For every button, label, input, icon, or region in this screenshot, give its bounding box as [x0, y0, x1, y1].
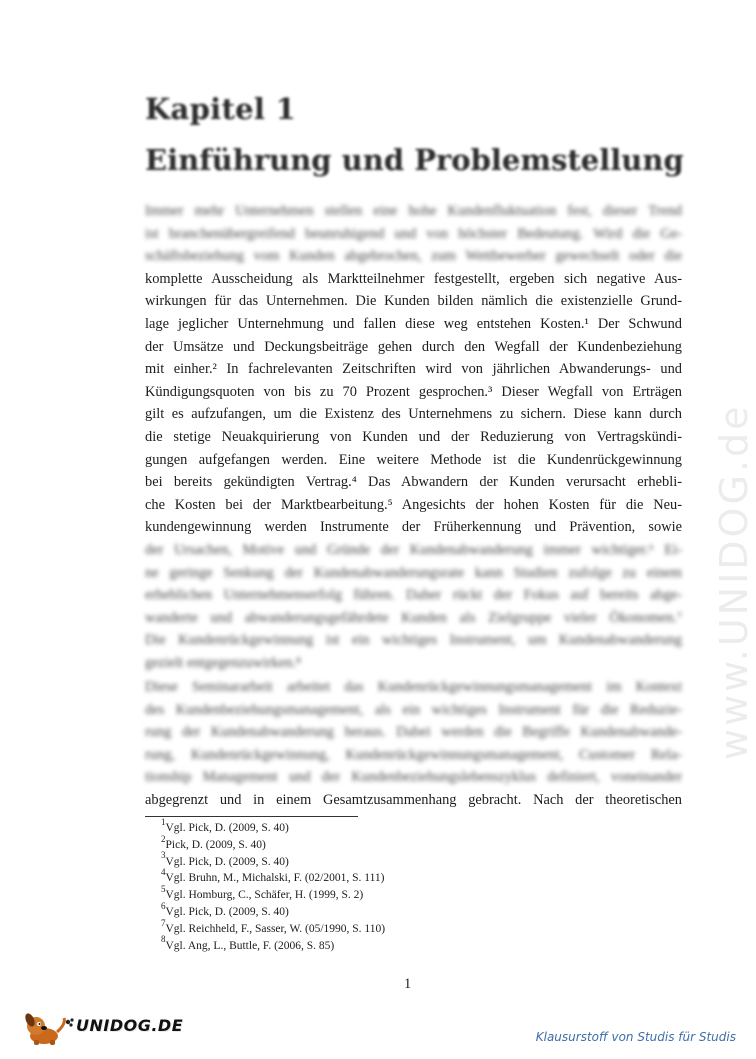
footnote-number: 3: [161, 850, 166, 861]
unidog-logo[interactable]: [24, 1012, 184, 1046]
text-line: tionship Management und der Kundenbeziehungslebenszyklus definiert, voneinander: [145, 769, 682, 786]
paragraph-intro: [145, 200, 682, 674]
footnote: [161, 934, 385, 955]
text-line: schäftsbeziehung vom Kunden abgebrochen, zum Wettbewerber gewechselt oder die: [145, 248, 682, 265]
footnote: [161, 850, 385, 871]
footnote-number: 5: [161, 884, 166, 895]
chapter-label: Kapitel 1: [145, 92, 297, 126]
footnote-text: Pick, D. (2009, S. 40): [165, 838, 266, 851]
footnote-list: [161, 816, 386, 954]
text-line: gungen aufgefangen werden. Eine weitere Methode ist die Kundenrückgewinnung: [145, 451, 682, 468]
text-line: ist branchenübergreifend beunruhigend und von höchster Bedeutung. Wird die Ge-: [145, 225, 682, 242]
footnote-number: 8: [161, 934, 166, 945]
watermark-text: www.UNIDOG.de: [712, 403, 756, 760]
text-line: che Kosten bei der Marktbearbeitung.⁵ Angesichts der hohen Kosten für die Neu-: [145, 496, 682, 513]
page-number: 1: [404, 976, 412, 992]
text-line: komplette Ausscheidung als Marktteilnehmer festgestellt, ergeben sich negative Aus-: [145, 270, 682, 287]
logo-text: UNIDOG.DE: [76, 1016, 184, 1035]
footnote-text: Vgl. Bruhn, M., Michalski, F. (02/2001, S. 111): [165, 872, 385, 885]
footnote: [161, 900, 385, 921]
chapter-title: Einführung und Problemstellung: [145, 143, 684, 177]
text-line: wanderte und abwanderungsgefährdete Kunden als Zielgruppe vieler Ökonomen.⁷: [145, 609, 682, 626]
text-line: des Kundenbeziehungsmanagement, als ein wichtiges Instrument für die Reduzie-: [145, 701, 682, 718]
footnote: [161, 816, 385, 837]
text-line: die stetige Neuakquirierung von Kunden und der Reduzierung von Vertragskündi-: [145, 428, 682, 445]
text-line: kundengewinnung werden Instrumente der Früherkennung und Prävention, sowie: [145, 519, 682, 536]
text-line: mit einher.² In fachrelevanten Zeitschriften wird von jährlichen Abwanderungs- und: [145, 361, 682, 378]
paragraph-scope: [145, 676, 682, 812]
footnote-number: 2: [161, 833, 166, 844]
footnote-text: Vgl. Pick, D. (2009, S. 40): [165, 822, 289, 834]
text-line: rung, Kundenrückgewinnung, Kundenrückgewinnungsmanagement, Customer Rela-: [145, 746, 682, 763]
footnote-text: Vgl. Pick, D. (2009, S. 40): [165, 855, 289, 868]
dog-icon: [24, 1012, 76, 1046]
text-line: lage jeglicher Unternehmung und fallen diese weg entstehen Kosten.¹ Der Schwund: [145, 315, 682, 332]
footnote-text: Vgl. Pick, D. (2009, S. 40): [165, 905, 289, 918]
footnote-number: 6: [161, 900, 166, 911]
text-line: Die Kundenrückgewinnung ist ein wichtiges Instrument, um Kundenabwanderung: [145, 632, 682, 649]
footnote: [161, 884, 385, 904]
footnote-text: Vgl. Homburg, C., Schäfer, H. (1999, S. 2): [165, 889, 364, 902]
text-line: der Ursachen, Motive und Gründe der Kundenabwanderung immer wichtiger.⁶ Ei-: [145, 541, 682, 558]
footnote-number: 1: [161, 816, 166, 827]
text-line: gezielt entgegenzuwirken.⁸: [145, 654, 302, 671]
text-line: erheblichen Unternehmenserfolg führen. Daher rückt der Fokus auf bereits abge-: [145, 587, 682, 604]
footnote: [161, 833, 385, 854]
footnote-text: Vgl. Ang, L., Buttle, F. (2006, S. 85): [165, 939, 335, 952]
footnote-number: 4: [161, 867, 166, 878]
footnote: [161, 917, 386, 938]
text-line: abgegrenzt und in einem Gesamtzusammenhang gebracht. Nach der theoretischen: [145, 791, 682, 808]
text-line: der Umsätze und Deckungsbeiträge gehen durch den Wegfall der Kundenbeziehung: [145, 338, 682, 355]
text-line: bei bereits gekündigten Vertrag.⁴ Das Abwandern der Kunden verursacht erhebli-: [145, 474, 682, 491]
text-line: Kündigungsquoten von bis zu 70 Prozent gesprochen.³ Dieser Wegfall von Erträgen: [145, 383, 682, 400]
watermark: [712, 240, 756, 760]
footnote-divider: [145, 816, 358, 817]
text-line: rung der Kundenabwanderung heraus. Dabei werden die Begriffe Kundenabwande-: [145, 724, 682, 741]
text-line: Immer mehr Unternehmen stellen eine hohe Kundenfluktuation fest, dieser Trend: [145, 203, 682, 219]
text-line: wirkungen für das Unternehmen. Die Kunden bilden nämlich die existenzielle Grund-: [145, 293, 682, 310]
text-line: Diese Seminararbeit arbeitet das Kundenrückgewinnungsmanagement im Kontext: [145, 679, 682, 695]
footnote-text: Vgl. Reichheld, F., Sasser, W. (05/1990, S. 110): [165, 922, 386, 935]
text-line: gilt es aufzufangen, um die Existenz des Unternehmens zu sichern. Diese kann durch: [145, 406, 682, 423]
text-line: ne geringe Senkung der Kundenabwanderungsrate kann Studien zufolge zu einem: [145, 564, 682, 581]
footnote-number: 7: [161, 917, 166, 928]
footer-tagline: Klausurstoff von Studis für Studis: [535, 1030, 736, 1044]
footnote: [161, 867, 385, 887]
